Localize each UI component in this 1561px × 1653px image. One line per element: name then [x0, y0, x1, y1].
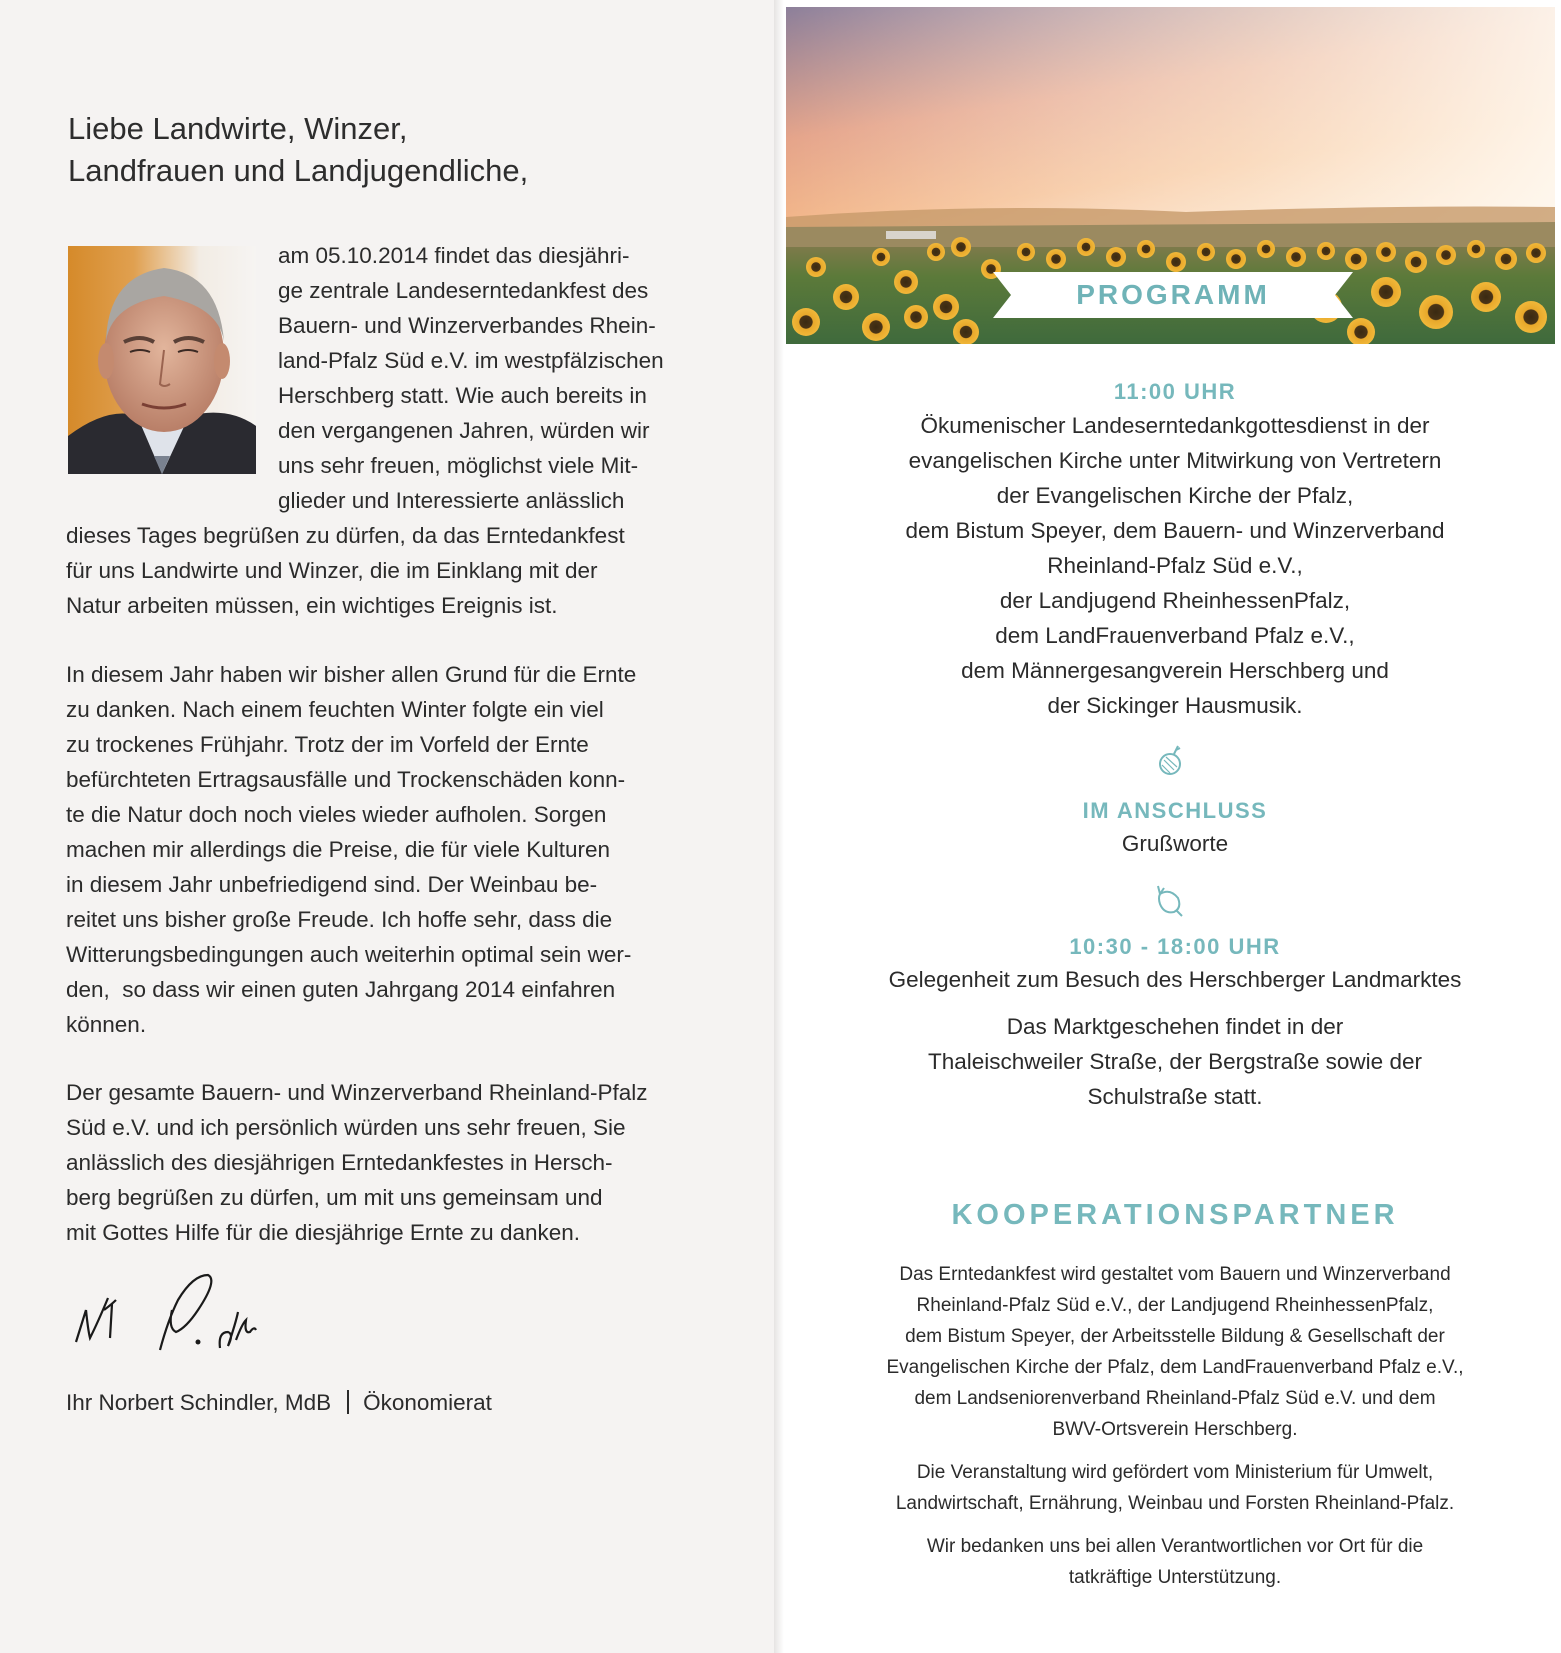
text-line: Die Veranstaltung wird gefördert vom Ministerium für Umwelt,: [916, 1462, 1434, 1483]
handwritten-signature: [68, 1270, 318, 1370]
partners-title: KOOPERATIONSPARTNER: [951, 1199, 1399, 1231]
text-line: Evangelischen Kirche der Pfalz, dem LandFrauenverband Pfalz e.V.,: [886, 1357, 1464, 1378]
text-line: Herschberg statt. Wie auch bereits in: [278, 383, 647, 408]
letter-paragraph-2: [66, 657, 723, 1042]
signoff: [66, 1388, 492, 1418]
text-line: zu danken. Nach einem feuchten Winter folgte ein viel: [66, 697, 604, 722]
text-line: Landwirtschaft, Ernährung, Weinbau und Forsten Rheinland-Pfalz.: [895, 1493, 1455, 1514]
text-line: dem Bistum Speyer, dem Bauern- und Winzerverband: [905, 518, 1445, 543]
partners-paragraph-1: [790, 1259, 1560, 1445]
text-line: der Sickinger Hausmusik.: [1047, 693, 1303, 718]
partners-paragraph-2: [790, 1457, 1560, 1519]
program-item-3: [790, 932, 1560, 1114]
text-line: Das Marktgeschehen findet in der: [1006, 1014, 1344, 1039]
beet-icon: [1150, 880, 1190, 920]
text-line: Natur arbeiten müssen, ein wichtiges Ereignis ist.: [66, 593, 558, 618]
text-line: Gelegenheit zum Besuch des Herschberger Landmarktes: [888, 967, 1462, 992]
text-line: in diesem Jahr unbefriedigend sind. Der Weinbau be-: [66, 872, 598, 897]
text-line: der Evangelischen Kirche der Pfalz,: [996, 483, 1354, 508]
greeting-line: Landfrauen und Landjugendliche,: [68, 153, 529, 188]
program-time: 10:30 - 18:00 UHR: [1069, 934, 1281, 959]
text-line: befürchteten Ertragsausfälle und Trockenschäden konn-: [66, 767, 626, 792]
letter-paragraph-3: [66, 1075, 723, 1250]
author-portrait: [68, 246, 256, 474]
text-line: Schulstraße statt.: [1087, 1084, 1263, 1109]
text-line: BWV-Ortsverein Herschberg.: [1052, 1419, 1298, 1440]
fold-line: [774, 0, 784, 1653]
program-time: IM ANSCHLUSS: [1082, 798, 1268, 823]
text-line: mit Gottes Hilfe für die diesjährige Ernte zu danken.: [66, 1220, 581, 1245]
text-line: Grußworte: [1121, 831, 1229, 856]
text-line: dieses Tages begrüßen zu dürfen, da das Erntedankfest: [66, 523, 625, 548]
program-item-1: [790, 376, 1560, 723]
text-line: Witterungsbedingungen auch weiterhin optimal sein wer-: [66, 942, 632, 967]
market-note: [790, 1009, 1560, 1114]
portrait-image: [68, 246, 256, 474]
text-line: der Landjugend RheinhessenPfalz,: [999, 588, 1351, 613]
partners-paragraph-3: [790, 1531, 1560, 1593]
text-line: land-Pfalz Süd e.V. im westpfälzischen: [278, 348, 664, 373]
greeting-heading: [68, 108, 748, 192]
text-line: Bauern- und Winzerverbandes Rhein-: [278, 313, 656, 338]
signoff-name: Ihr Norbert Schindler, MdB: [66, 1390, 332, 1415]
partners-section: [790, 1195, 1560, 1593]
text-line: dem Männergesangverein Herschberg und: [961, 658, 1389, 683]
text-line: am 05.10.2014 findet das diesjähri-: [278, 243, 630, 268]
text-line: te die Natur doch noch vieles wieder aufholen. Sorgen: [66, 802, 607, 827]
programm-title: PROGRAMM: [1076, 279, 1270, 310]
text-line: dem Landseniorenverband Rheinland-Pfalz Süd e.V. und dem: [914, 1388, 1436, 1409]
text-line: Rheinland-Pfalz Süd e.V., der Landjugend RheinhessenPfalz,: [916, 1295, 1434, 1316]
text-line: Süd e.V. und ich persönlich würden uns sehr freuen, Sie: [66, 1115, 626, 1140]
text-line: ge zentrale Landeserntedankfest des: [278, 278, 649, 303]
separator: [347, 1390, 349, 1414]
text-line: evangelischen Kirche unter Mitwirkung von Vertretern: [908, 448, 1442, 473]
text-line: uns sehr freuen, möglichst viele Mit-: [278, 453, 639, 478]
text-line: glieder und Interessierte anlässlich: [278, 488, 625, 513]
text-line: Der gesamte Bauern- und Winzerverband Rheinland-Pfalz: [66, 1080, 648, 1105]
text-line: Thaleischweiler Straße, der Bergstraße sowie der: [928, 1049, 1422, 1074]
text-line: zu trockenes Frühjahr. Trotz der im Vorfeld der Ernte: [66, 732, 589, 757]
onion-icon: [1152, 740, 1192, 780]
intro-paragraph-wrapped: [278, 238, 723, 518]
text-line: den vergangenen Jahren, würden wir: [278, 418, 650, 443]
text-line: anlässlich des diesjährigen Erntedankfestes in Hersch-: [66, 1150, 613, 1175]
text-line: machen mir allerdings die Preise, die für viele Kulturen: [66, 837, 611, 862]
program-description: [790, 962, 1560, 997]
text-line: berg begrüßen zu dürfen, um mit uns gemeinsam und: [66, 1185, 603, 1210]
greeting-line: Liebe Landwirte, Winzer,: [68, 111, 408, 146]
text-line: Wir bedanken uns bei allen Verantwortlichen vor Ort für die: [926, 1536, 1424, 1557]
intro-paragraph-continued: [66, 518, 723, 623]
text-line: tatkräftige Unterstützung.: [1068, 1567, 1282, 1588]
text-line: Rheinland-Pfalz Süd e.V.,: [1047, 553, 1303, 578]
text-line: den, so dass wir einen guten Jahrgang 2014 einfahren: [66, 977, 616, 1002]
text-line: In diesem Jahr haben wir bisher allen Grund für die Ernte: [66, 662, 637, 687]
text-line: dem Bistum Speyer, der Arbeitsstelle Bildung & Gesellschaft der: [905, 1326, 1445, 1347]
text-line: reitet uns bisher große Freude. Ich hoffe sehr, dass die: [66, 907, 613, 932]
text-line: Ökumenischer Landeserntedankgottesdienst in der: [920, 413, 1430, 438]
program-item-2: [790, 796, 1560, 861]
program-description: [790, 408, 1560, 723]
text-line: für uns Landwirte und Winzer, die im Einklang mit der: [66, 558, 598, 583]
text-line: Das Erntedankfest wird gestaltet vom Bauern und Winzerverband: [899, 1264, 1451, 1285]
program-description: [790, 826, 1560, 861]
signoff-title: Ökonomierat: [363, 1390, 492, 1415]
program-time: 11:00 UHR: [1113, 379, 1237, 404]
text-line: können.: [66, 1012, 147, 1037]
text-line: dem LandFrauenverband Pfalz e.V.,: [995, 623, 1355, 648]
